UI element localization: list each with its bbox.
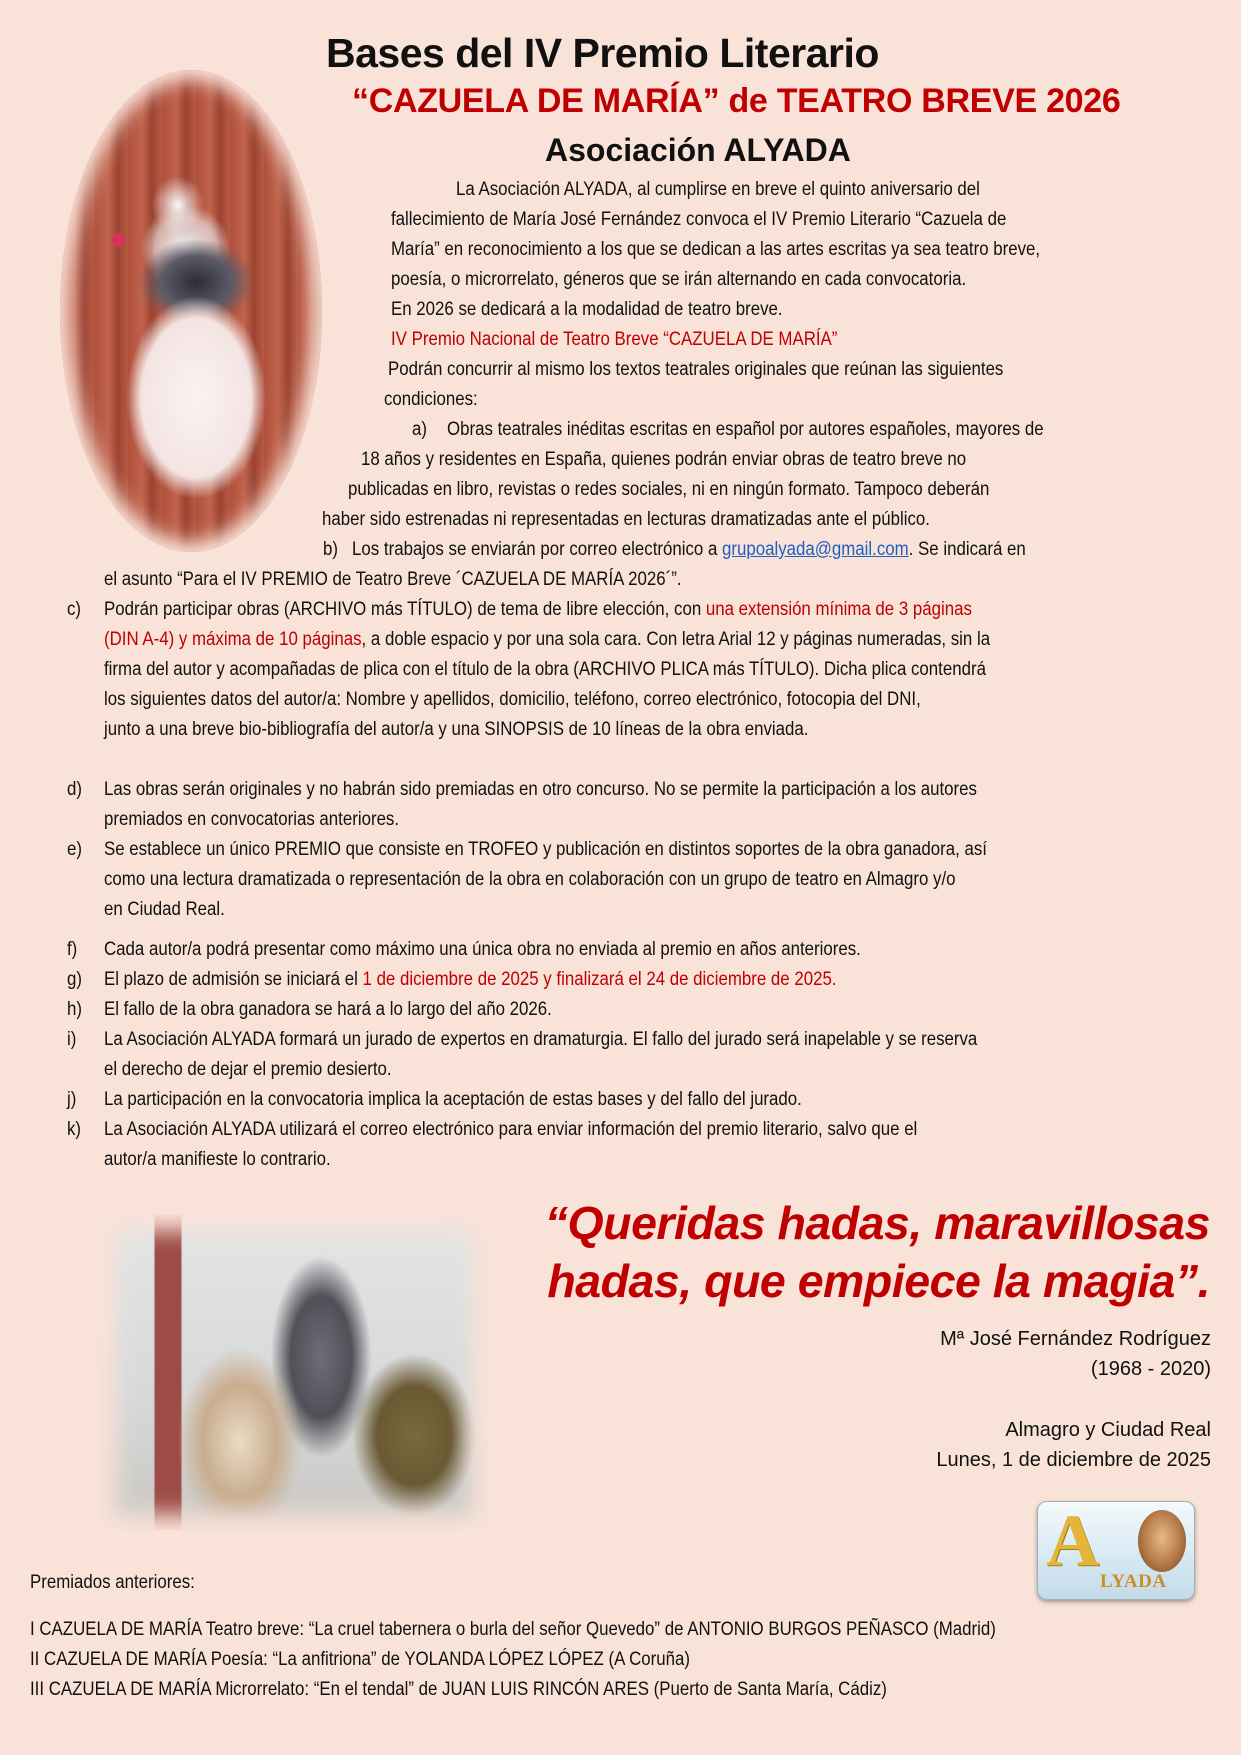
page-title: Bases del IV Premio Literario [326,30,879,76]
condition-d-label: d) [67,778,82,800]
condition-d-text: Las obras serán originales y no habrán sido premiadas en otro concurso. No se permite la participación a los autores [104,778,977,800]
condition-g-text: El plazo de admisión se iniciará el [104,968,363,990]
condition-i-label: i) [67,1028,77,1050]
logo-initial: A [1046,1501,1100,1582]
rose-detail [112,233,126,247]
condition-j-text: La participación en la convocatoria implica la aceptación de estas bases y del fallo del jurado. [104,1088,802,1110]
condition-c-label: c) [67,598,82,620]
intro-line: poesía, o microrrelato, géneros que se irán alternando en cada convocatoria. [391,268,967,290]
quote-author-years: (1968 - 2020) [1090,1358,1211,1380]
condition-g-label: g) [67,968,82,990]
condition-b-text: Los trabajos se enviarán por correo electrónico a [352,538,723,560]
logo-portrait-icon [1138,1510,1186,1572]
condition-h-text: El fallo de la obra ganadora se hará a lo largo del año 2026. [104,998,552,1020]
condition-h-label: h) [67,998,82,1020]
condition-i-text: La Asociación ALYADA formará un jurado de expertos en dramaturgia. El fallo del jurado será inapelable y se reserva [104,1028,978,1050]
conditions-intro: Podrán concurrir al mismo los textos teatrales originales que reúnan las siguientes [388,358,1004,380]
condition-c-text: , a doble espacio y por una sola cara. Con letra Arial 12 y páginas numeradas, sin la [361,628,991,650]
condition-i-text: el derecho de dejar el premio desierto. [104,1058,392,1080]
theatre-cast-photo [100,1215,488,1530]
quote-line: hadas, que empiece la magia”. [547,1255,1210,1307]
previous-winners-heading: Premiados anteriores: [30,1571,195,1593]
intro-line: María” en reconocimiento a los que se dedican a las artes escritas ya sea teatro breve, [391,238,1041,260]
pierrot-photo [60,70,322,552]
condition-j-label: j) [67,1088,77,1110]
previous-winner-item: II CAZUELA DE MARÍA Poesía: “La anfitriona” de YOLANDA LÓPEZ LÓPEZ (A Coruña) [30,1648,690,1670]
condition-c-text [104,624,990,654]
intro-line: En 2026 se dedicará a la modalidad de teatro breve. [391,298,783,320]
condition-c-text: junto a una breve bio-bibliografía del autor/a y una SINOPSIS de 10 líneas de la obra enviada. [104,718,809,740]
condition-b-text: el asunto “Para el IV PREMIO de Teatro Breve ´CAZUELA DE MARÍA 2026´”. [104,568,682,590]
condition-a-text: haber sido estrenadas ni representadas en lecturas dramatizadas ante el público. [322,508,930,530]
condition-c-text: los siguientes datos del autor/a: Nombre y apellidos, domicilio, teléfono, correo electrónico, fotocopia del DNI, [104,688,921,710]
condition-k-label: k) [67,1118,82,1140]
intro-line: La Asociación ALYADA, al cumplirse en breve el quinto aniversario del [456,178,980,200]
condition-b [323,534,1026,564]
condition-e-text: Se establece un único PREMIO que consiste en TROFEO y publicación en distintos soportes de la obra ganadora, así [104,838,987,860]
condition-c-text: firma del autor y acompañadas de plica con el título de la obra (ARCHIVO PLICA más TÍTULO). Dicha plica contendrá [104,658,986,680]
quote-line: “Queridas hadas, maravillosas [544,1197,1210,1249]
condition-a-text: Obras teatrales inéditas escritas en español por autores españoles, mayores de [447,418,1044,440]
prize-title: “CAZUELA DE MARÍA” de TEATRO BREVE 2026 [352,82,1121,120]
condition-a-label: a) [412,418,427,440]
condition-d-text: premiados en convocatorias anteriores. [104,808,400,830]
deadline-highlight: 1 de diciembre de 2025 y finalizará el 24 de diciembre de 2025. [362,968,837,990]
closing-place: Almagro y Ciudad Real [1005,1419,1211,1441]
condition-g-text [104,964,837,994]
intro-line: fallecimiento de María José Fernández convoca el IV Premio Literario “Cazuela de [391,208,1007,230]
previous-winner-item: III CAZUELA DE MARÍA Microrrelato: “En el tendal” de JUAN LUIS RINCÓN ARES (Puerto de Santa María, Cádiz) [30,1678,887,1700]
condition-k-text: La Asociación ALYADA utilizará el correo electrónico para enviar información del premio literario, salvo que el [104,1118,918,1140]
memorial-quote [500,1194,1210,1310]
condition-e-text: en Ciudad Real. [104,898,225,920]
condition-f-text: Cada autor/a podrá presentar como máximo una única obra no enviada al premio en años anteriores. [104,938,861,960]
condition-e-text: como una lectura dramatizada o representación de la obra en colaboración con un grupo de teatro en Almagro y/o [104,868,956,890]
conditions-intro: condiciones: [384,388,478,410]
extension-highlight: (DIN A-4) y máxima de 10 páginas [104,628,362,650]
logo-text: LYADA [1100,1571,1167,1592]
condition-k-text: autor/a manifieste lo contrario. [104,1148,331,1170]
condition-b-text: . Se indicará en [908,538,1026,560]
extension-highlight: una extensión mínima de 3 páginas [705,598,972,620]
previous-winner-item: I CAZUELA DE MARÍA Teatro breve: “La cruel tabernera o burla del señor Quevedo” de ANTONIO BURGOS PEÑASCO (Madrid) [30,1618,996,1640]
condition-a-text: publicadas en libro, revistas o redes sociales, ni en ningún formato. Tampoco deberán [348,478,990,500]
award-name: IV Premio Nacional de Teatro Breve “CAZUELA DE MARÍA” [391,328,838,350]
condition-e-label: e) [67,838,82,860]
alyada-logo [1037,1501,1195,1600]
condition-c-text [104,594,972,624]
condition-b-label: b) [323,538,338,560]
quote-author: Mª José Fernández Rodríguez [940,1328,1211,1350]
condition-f-label: f) [67,938,78,960]
condition-c-text: Podrán participar obras (ARCHIVO más TÍTULO) de tema de libre elección, con [104,598,706,620]
closing-date: Lunes, 1 de diciembre de 2025 [936,1449,1211,1471]
organizer-title: Asociación ALYADA [545,132,851,168]
email-link[interactable]: grupoalyada@gmail.com [722,538,909,560]
condition-a-text: 18 años y residentes en España, quienes podrán enviar obras de teatro breve no [361,448,967,470]
